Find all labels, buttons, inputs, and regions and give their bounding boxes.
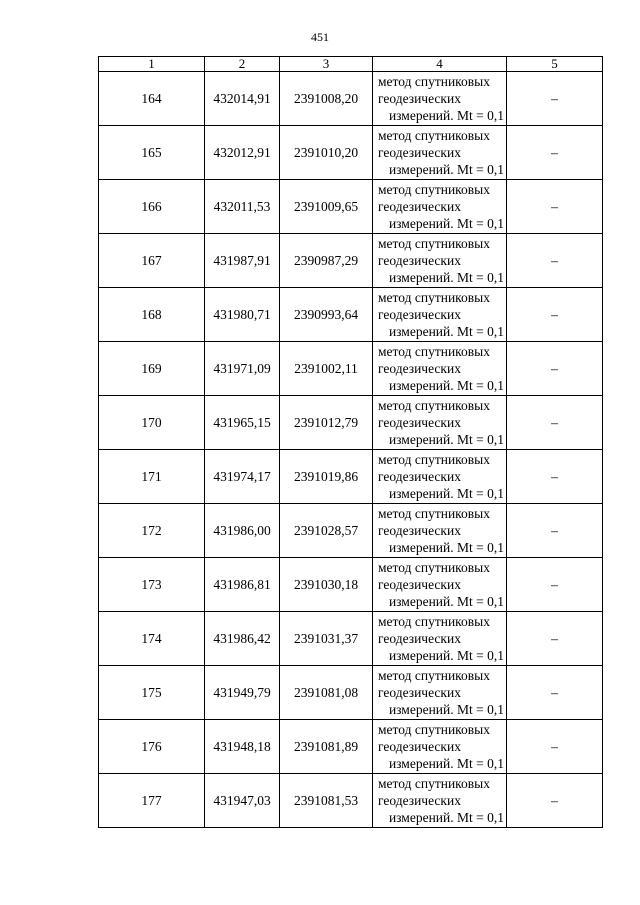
method-text-line: геодезических <box>378 145 461 160</box>
column-header-5: 5 <box>507 57 603 72</box>
x-coordinate-cell: 431965,15 <box>205 396 280 450</box>
method-text-line: метод спутниковых <box>378 560 490 575</box>
point-number-cell: 171 <box>99 450 205 504</box>
method-text-line: метод спутниковых <box>378 344 490 359</box>
point-number-cell: 173 <box>99 558 205 612</box>
method-cell <box>373 450 507 504</box>
method-text-line: измерений. Mt = 0,1 <box>388 756 504 771</box>
y-coordinate-cell: 2391031,37 <box>280 612 373 666</box>
column-header-3: 3 <box>280 57 373 72</box>
table-row <box>99 720 603 774</box>
note-cell: – <box>507 774 603 828</box>
table-row <box>99 504 603 558</box>
method-cell <box>373 126 507 180</box>
method-cell <box>373 558 507 612</box>
method-text-line: измерений. Mt = 0,1 <box>388 540 504 555</box>
point-number-cell: 176 <box>99 720 205 774</box>
method-text-line: измерений. Mt = 0,1 <box>388 702 504 717</box>
method-text-line: метод спутниковых <box>378 290 490 305</box>
method-cell <box>373 72 507 126</box>
x-coordinate-cell: 431949,79 <box>205 666 280 720</box>
method-text-line: геодезических <box>378 91 461 106</box>
method-text-line: измерений. Mt = 0,1 <box>388 324 504 339</box>
y-coordinate-cell: 2391008,20 <box>280 72 373 126</box>
method-cell <box>373 234 507 288</box>
x-coordinate-cell: 431980,71 <box>205 288 280 342</box>
table-row <box>99 288 603 342</box>
point-number-cell: 168 <box>99 288 205 342</box>
x-coordinate-cell: 431971,09 <box>205 342 280 396</box>
note-cell: – <box>507 342 603 396</box>
point-number-cell: 170 <box>99 396 205 450</box>
note-cell: – <box>507 612 603 666</box>
method-text-line: измерений. Mt = 0,1 <box>388 270 504 285</box>
y-coordinate-cell: 2391081,08 <box>280 666 373 720</box>
column-header-1: 1 <box>99 57 205 72</box>
method-cell <box>373 396 507 450</box>
y-coordinate-cell: 2391081,53 <box>280 774 373 828</box>
method-text-line: метод спутниковых <box>378 614 490 629</box>
method-cell <box>373 342 507 396</box>
method-cell <box>373 774 507 828</box>
method-text-line: метод спутниковых <box>378 506 490 521</box>
method-text-line: метод спутниковых <box>378 452 490 467</box>
method-cell <box>373 504 507 558</box>
method-text-line: метод спутниковых <box>378 668 490 683</box>
method-text-line: измерений. Mt = 0,1 <box>388 594 504 609</box>
method-cell <box>373 666 507 720</box>
note-cell: – <box>507 234 603 288</box>
note-cell: – <box>507 666 603 720</box>
point-number-cell: 175 <box>99 666 205 720</box>
x-coordinate-cell: 431986,00 <box>205 504 280 558</box>
point-number-cell: 165 <box>99 126 205 180</box>
x-coordinate-cell: 431947,03 <box>205 774 280 828</box>
x-coordinate-cell: 431986,81 <box>205 558 280 612</box>
column-header-2: 2 <box>205 57 280 72</box>
method-text-line: метод спутниковых <box>378 236 490 251</box>
x-coordinate-cell: 431986,42 <box>205 612 280 666</box>
note-cell: – <box>507 396 603 450</box>
table-row <box>99 396 603 450</box>
table-row <box>99 72 603 126</box>
method-text-line: геодезических <box>378 199 461 214</box>
y-coordinate-cell: 2390993,64 <box>280 288 373 342</box>
column-header-4: 4 <box>373 57 507 72</box>
y-coordinate-cell: 2391002,11 <box>280 342 373 396</box>
method-text-line: геодезических <box>378 523 461 538</box>
x-coordinate-cell: 432012,91 <box>205 126 280 180</box>
y-coordinate-cell: 2391010,20 <box>280 126 373 180</box>
x-coordinate-cell: 431987,91 <box>205 234 280 288</box>
note-cell: – <box>507 720 603 774</box>
method-text-line: измерений. Mt = 0,1 <box>388 108 504 123</box>
method-cell <box>373 612 507 666</box>
note-cell: – <box>507 180 603 234</box>
table-row <box>99 342 603 396</box>
table-row <box>99 180 603 234</box>
y-coordinate-cell: 2391030,18 <box>280 558 373 612</box>
y-coordinate-cell: 2391009,65 <box>280 180 373 234</box>
method-text-line: измерений. Mt = 0,1 <box>388 378 504 393</box>
method-text-line: измерений. Mt = 0,1 <box>388 810 504 825</box>
point-number-cell: 172 <box>99 504 205 558</box>
point-number-cell: 167 <box>99 234 205 288</box>
note-cell: – <box>507 450 603 504</box>
method-text-line: геодезических <box>378 469 461 484</box>
point-number-cell: 164 <box>99 72 205 126</box>
table-row <box>99 450 603 504</box>
method-text-line: измерений. Mt = 0,1 <box>388 486 504 501</box>
note-cell: – <box>507 288 603 342</box>
y-coordinate-cell: 2391012,79 <box>280 396 373 450</box>
y-coordinate-cell: 2391028,57 <box>280 504 373 558</box>
page-number: 451 <box>311 30 329 44</box>
table-row <box>99 666 603 720</box>
y-coordinate-cell: 2390987,29 <box>280 234 373 288</box>
method-text-line: измерений. Mt = 0,1 <box>388 432 504 447</box>
note-cell: – <box>507 504 603 558</box>
method-text-line: измерений. Mt = 0,1 <box>388 162 504 177</box>
x-coordinate-cell: 431974,17 <box>205 450 280 504</box>
note-cell: – <box>507 558 603 612</box>
method-text-line: геодезических <box>378 739 461 754</box>
method-text-line: геодезических <box>378 307 461 322</box>
method-text-line: метод спутниковых <box>378 722 490 737</box>
header-row <box>99 57 603 72</box>
x-coordinate-cell: 432011,53 <box>205 180 280 234</box>
table-row <box>99 234 603 288</box>
method-text-line: метод спутниковых <box>378 182 490 197</box>
table-row <box>99 126 603 180</box>
point-number-cell: 177 <box>99 774 205 828</box>
table-row <box>99 774 603 828</box>
x-coordinate-cell: 432014,91 <box>205 72 280 126</box>
point-number-cell: 174 <box>99 612 205 666</box>
method-text-line: измерений. Mt = 0,1 <box>388 648 504 663</box>
point-number-cell: 169 <box>99 342 205 396</box>
y-coordinate-cell: 2391019,86 <box>280 450 373 504</box>
note-cell: – <box>507 126 603 180</box>
method-text-line: измерений. Mt = 0,1 <box>388 216 504 231</box>
point-number-cell: 166 <box>99 180 205 234</box>
table-row <box>99 612 603 666</box>
method-text-line: метод спутниковых <box>378 74 490 89</box>
method-text-line: геодезических <box>378 253 461 268</box>
method-text-line: геодезических <box>378 415 461 430</box>
x-coordinate-cell: 431948,18 <box>205 720 280 774</box>
method-text-line: геодезических <box>378 361 461 376</box>
method-text-line: геодезических <box>378 577 461 592</box>
note-cell: – <box>507 72 603 126</box>
method-cell <box>373 288 507 342</box>
method-text-line: геодезических <box>378 685 461 700</box>
method-text-line: метод спутниковых <box>378 776 490 791</box>
method-cell <box>373 180 507 234</box>
coordinates-table <box>98 56 603 828</box>
y-coordinate-cell: 2391081,89 <box>280 720 373 774</box>
method-text-line: метод спутниковых <box>378 398 490 413</box>
method-text-line: метод спутниковых <box>378 128 490 143</box>
method-text-line: геодезических <box>378 793 461 808</box>
method-cell <box>373 720 507 774</box>
table-row <box>99 558 603 612</box>
method-text-line: геодезических <box>378 631 461 646</box>
